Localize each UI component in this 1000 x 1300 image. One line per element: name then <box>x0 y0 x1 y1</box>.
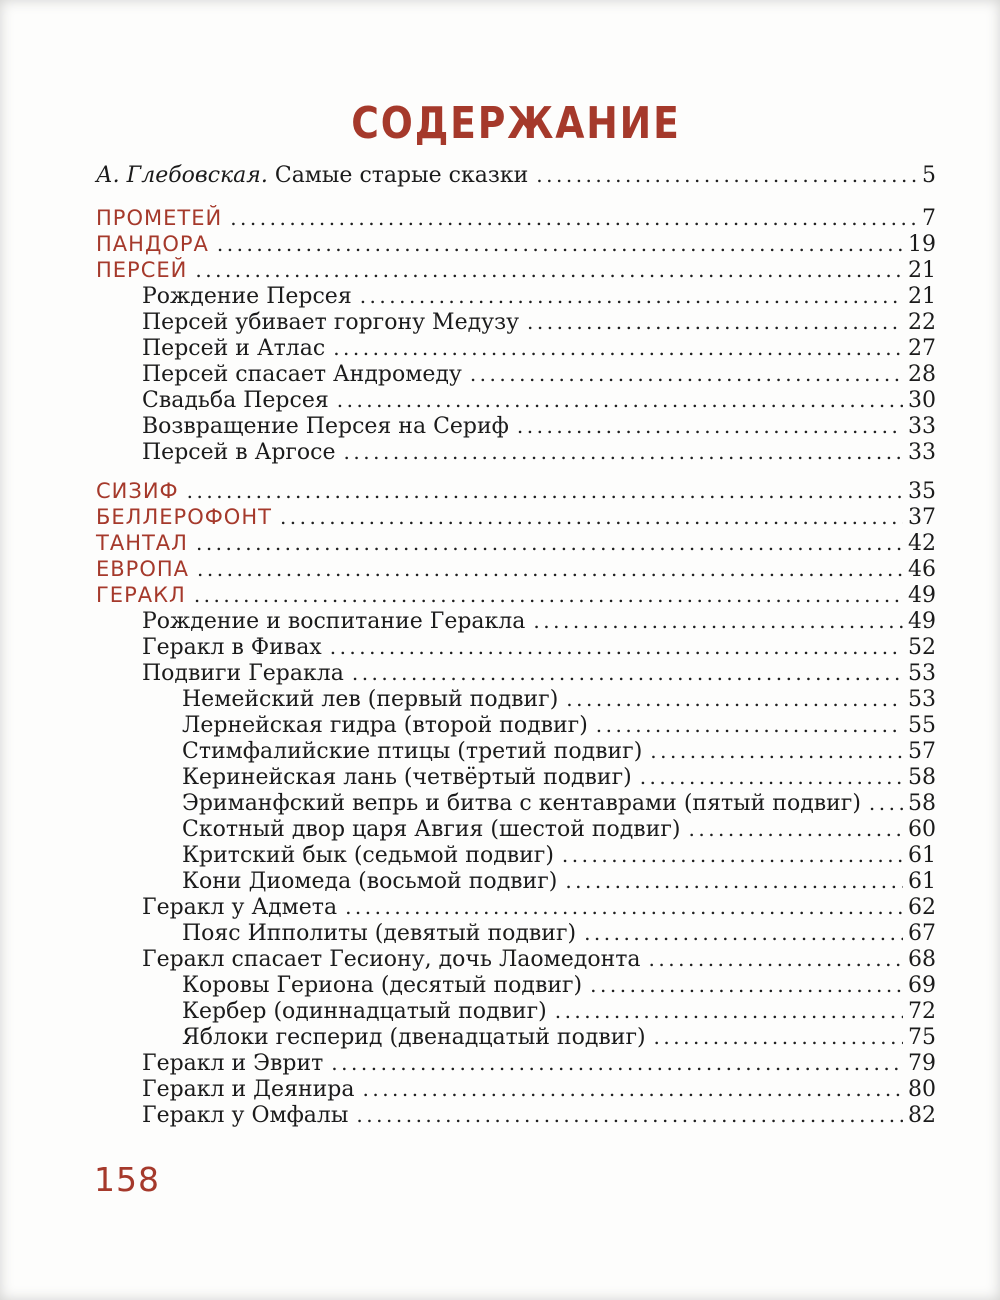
page-ref: 61 <box>908 843 936 868</box>
page-ref: 52 <box>908 635 936 660</box>
page-ref: 62 <box>908 895 936 920</box>
dotted-leader <box>356 1102 903 1129</box>
toc-row-section <box>96 582 936 608</box>
page-ref: 22 <box>908 310 936 335</box>
dotted-leader <box>362 1076 903 1103</box>
toc-row-entry <box>96 608 936 634</box>
author-name: А. Глебовская. <box>96 163 268 188</box>
toc-row-entry <box>96 413 936 439</box>
page-ref: 55 <box>908 713 936 738</box>
toc-row-entry <box>96 946 936 972</box>
page-ref: 46 <box>908 557 936 582</box>
toc-row-entry <box>96 335 936 361</box>
page-ref: 80 <box>908 1077 936 1102</box>
toc-row-entry <box>96 439 936 465</box>
page-ref: 21 <box>908 258 936 283</box>
page-ref: 5 <box>922 163 936 188</box>
section-title: ПЕРСЕЙ <box>96 258 188 282</box>
dotted-leader <box>196 530 903 557</box>
page-ref: 67 <box>908 921 936 946</box>
toc-row-entry <box>96 868 936 894</box>
page-ref: 30 <box>908 388 936 413</box>
dotted-leader <box>280 504 903 531</box>
toc-row-section <box>96 231 936 257</box>
toc-row-entry <box>96 1076 936 1102</box>
page-ref: 75 <box>908 1025 936 1050</box>
dotted-leader <box>688 816 903 843</box>
toc-row-entry <box>96 660 936 686</box>
dotted-leader <box>360 283 903 310</box>
dotted-leader <box>217 231 903 258</box>
page-ref: 19 <box>908 232 936 257</box>
entry-title: Лернейская гидра (второй подвиг) <box>182 713 588 738</box>
section-title: ТАНТАЛ <box>96 531 188 555</box>
dotted-leader <box>562 842 903 869</box>
page-ref: 27 <box>908 336 936 361</box>
dotted-leader <box>565 868 903 895</box>
dotted-leader <box>640 764 903 791</box>
entry-title: Геракл и Деянира <box>142 1077 355 1102</box>
entry-title: Кони Диомеда (восьмой подвиг) <box>182 869 558 894</box>
page-ref: 33 <box>908 414 936 439</box>
section-title: ГЕРАКЛ <box>96 583 186 607</box>
dotted-leader <box>470 361 903 388</box>
entry-title: Геракл у Адмета <box>142 895 338 920</box>
dotted-leader <box>654 1024 903 1051</box>
page-ref: 42 <box>908 531 936 556</box>
toc-row-entry <box>96 764 936 790</box>
dotted-leader <box>555 998 903 1025</box>
entry-title: Персей убивает горгону Медузу <box>142 310 520 335</box>
entry-title: Геракл у Омфалы <box>142 1103 349 1128</box>
toc-row-entry <box>96 894 936 920</box>
section-title: БЕЛЛЕРОФОНТ <box>96 505 272 529</box>
dotted-leader <box>596 712 903 739</box>
dotted-leader <box>187 478 903 505</box>
page-ref: 79 <box>908 1051 936 1076</box>
page-ref: 72 <box>908 999 936 1024</box>
page-ref: 53 <box>908 687 936 712</box>
page-ref: 61 <box>908 869 936 894</box>
page-ref: 37 <box>908 505 936 530</box>
toc-row-entry <box>96 712 936 738</box>
toc-row-section <box>96 257 936 283</box>
entry-title: Пояс Ипполиты (девятый подвиг) <box>182 921 577 946</box>
page-ref: 28 <box>908 362 936 387</box>
dotted-leader <box>517 413 903 440</box>
entry-title: Персей и Атлас <box>142 336 326 361</box>
dotted-leader <box>869 790 903 817</box>
dotted-leader <box>330 634 903 661</box>
toc-row-section <box>96 556 936 582</box>
toc-row-entry <box>96 387 936 413</box>
dotted-leader <box>650 738 903 765</box>
toc-row-entry <box>96 361 936 387</box>
page-ref: 82 <box>908 1103 936 1128</box>
toc-row-entry <box>96 816 936 842</box>
dotted-leader <box>352 660 903 687</box>
page-ref: 58 <box>908 765 936 790</box>
dotted-leader <box>536 162 917 189</box>
page-number: 158 <box>94 1160 160 1199</box>
toc-row-entry <box>96 283 936 309</box>
toc-row-entry <box>96 920 936 946</box>
toc-row-entry <box>96 1102 936 1128</box>
entry-title: Подвиги Геракла <box>142 661 344 686</box>
toc-row-entry <box>96 309 936 335</box>
dotted-leader <box>337 387 903 414</box>
dotted-leader <box>195 257 903 284</box>
entry-title: Геракл и Эврит <box>142 1051 324 1076</box>
entry-title: Кербер (одиннадцатый подвиг) <box>182 999 547 1024</box>
entry-title: Геракл в Фивах <box>142 635 322 660</box>
toc-row-entry <box>96 842 936 868</box>
dotted-leader <box>230 205 917 232</box>
entry-title: Рождение Персея <box>142 284 352 309</box>
page-ref: 49 <box>908 609 936 634</box>
entry-title: Свадьба Персея <box>142 388 329 413</box>
dotted-leader <box>331 1050 903 1077</box>
entry-title: Керинейская лань (четвёртый подвиг) <box>182 765 632 790</box>
page-ref: 33 <box>908 440 936 465</box>
page-ref: 60 <box>908 817 936 842</box>
entry-title: Эриманфский вепрь и битва с кентаврами (пятый подвиг) <box>182 791 861 816</box>
toc-row-entry <box>96 790 936 816</box>
toc-row-section <box>96 504 936 530</box>
dotted-leader <box>584 920 903 947</box>
page-ref: 57 <box>908 739 936 764</box>
dotted-leader <box>333 335 903 362</box>
section-title: ПРОМЕТЕЙ <box>96 206 223 230</box>
dotted-leader <box>527 309 903 336</box>
dotted-leader <box>566 686 903 713</box>
entry-title: Персей спасает Андромеду <box>142 362 462 387</box>
entry-title: Стимфалийские птицы (третий подвиг) <box>182 739 643 764</box>
entry-title: Критский бык (седьмой подвиг) <box>182 843 554 868</box>
page-ref: 35 <box>908 479 936 504</box>
section-title: ЕВРОПА <box>96 557 190 581</box>
front-matter-title: Самые старые сказки <box>274 163 529 188</box>
page-ref: 53 <box>908 661 936 686</box>
toc-row-section <box>96 205 936 231</box>
toc-row-entry <box>96 1024 936 1050</box>
dotted-leader <box>649 946 903 973</box>
page-ref: 69 <box>908 973 936 998</box>
dotted-leader <box>197 556 903 583</box>
entry-title: Геракл спасает Гесиону, дочь Лаомедонта <box>142 947 641 972</box>
front-matter-label <box>96 163 528 189</box>
dotted-leader <box>194 582 903 609</box>
page-title: СОДЕРЖАНИЕ <box>351 97 681 149</box>
section-title: ПАНДОРА <box>96 232 209 256</box>
entry-title: Персей в Аргосе <box>142 440 336 465</box>
page-ref: 49 <box>908 583 936 608</box>
dotted-leader <box>590 972 903 999</box>
toc-row-section <box>96 478 936 504</box>
toc-row-entry <box>96 738 936 764</box>
toc-row-entry <box>96 1050 936 1076</box>
dotted-leader <box>344 439 903 466</box>
page-ref: 21 <box>908 284 936 309</box>
entry-title: Немейский лев (первый подвиг) <box>182 687 559 712</box>
entry-title: Яблоки гесперид (двенадцатый подвиг) <box>182 1025 646 1050</box>
page-ref: 58 <box>908 791 936 816</box>
entry-title: Рождение и воспитание Геракла <box>142 609 526 634</box>
entry-title: Возвращение Персея на Сериф <box>142 414 509 439</box>
entry-title: Коровы Гериона (десятый подвиг) <box>182 973 583 998</box>
dotted-leader <box>533 608 903 635</box>
toc-row-entry <box>96 634 936 660</box>
page-ref: 7 <box>922 206 936 231</box>
toc-row-entry <box>96 998 936 1024</box>
toc-row-front-matter <box>96 162 936 188</box>
toc-row-entry <box>96 972 936 998</box>
dotted-leader <box>345 894 903 921</box>
entry-title: Скотный двор царя Авгия (шестой подвиг) <box>182 817 681 842</box>
toc-row-entry <box>96 686 936 712</box>
section-title: СИЗИФ <box>96 479 179 503</box>
page-ref: 68 <box>908 947 936 972</box>
table-of-contents <box>96 162 936 1128</box>
toc-row-section <box>96 530 936 556</box>
